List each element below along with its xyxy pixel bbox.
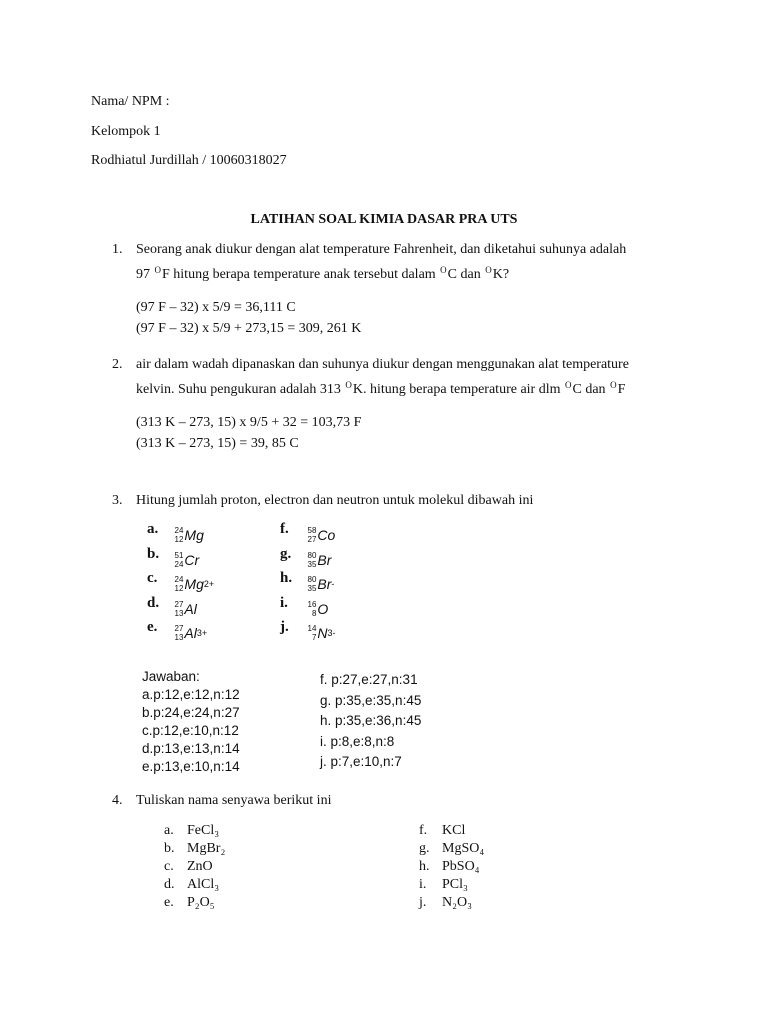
nuclide-item bbox=[280, 571, 336, 596]
nuclide bbox=[175, 624, 208, 642]
item-letter: f. bbox=[280, 521, 289, 537]
charge: 2+ bbox=[203, 578, 215, 589]
compound-formula: AlCl₃ bbox=[187, 877, 220, 892]
nuclide-item bbox=[147, 571, 214, 596]
element-symbol: Mg bbox=[184, 527, 204, 543]
q2-answer-2: (313 K – 273, 15) = 39, 85 C bbox=[136, 436, 299, 451]
q3-nuclide-list-left bbox=[147, 522, 214, 645]
item-letter: h. bbox=[419, 859, 430, 874]
compound-item bbox=[419, 876, 484, 894]
nuclide-item bbox=[147, 522, 214, 547]
q2-line-2-d: F bbox=[617, 382, 626, 397]
q1-line-2 bbox=[136, 260, 626, 285]
nuclide-item bbox=[280, 547, 336, 572]
element-symbol: Br bbox=[317, 551, 332, 568]
item-letter: d. bbox=[164, 877, 175, 892]
compound-item bbox=[419, 840, 484, 858]
degree-symbol: O bbox=[485, 265, 492, 275]
nuclide-item bbox=[147, 596, 214, 621]
item-letter: f. bbox=[419, 823, 428, 838]
mass-number: 51 bbox=[174, 550, 184, 560]
item-letter: j. bbox=[419, 895, 427, 910]
charge: - bbox=[331, 578, 335, 589]
item-letter: a. bbox=[147, 521, 159, 537]
nuclide-item bbox=[147, 547, 214, 572]
element-symbol: N bbox=[317, 625, 328, 641]
nuclide bbox=[308, 575, 335, 593]
item-letter: c. bbox=[164, 859, 174, 874]
compound-item bbox=[164, 858, 225, 876]
q2-answer-1: (313 K – 273, 15) x 9/5 + 32 = 103,73 F bbox=[136, 415, 362, 430]
item-letter: e. bbox=[147, 619, 158, 635]
mass-number: 27 bbox=[174, 624, 184, 633]
answer-line: a.p:12,e:12,n:12 bbox=[142, 687, 240, 702]
element-symbol: Mg bbox=[184, 576, 204, 592]
item-letter: d. bbox=[147, 594, 160, 611]
compound-item bbox=[164, 840, 225, 858]
nuclide-item bbox=[147, 620, 214, 645]
degree-symbol: O bbox=[565, 380, 572, 390]
q3-answers-left bbox=[142, 668, 240, 776]
element-symbol: Co bbox=[317, 527, 336, 543]
compound-item bbox=[419, 822, 484, 840]
compound-formula: KCl bbox=[442, 823, 466, 838]
answer-line: i. p:8,e:8,n:8 bbox=[320, 733, 395, 749]
atomic-number: 27 bbox=[307, 535, 317, 544]
q4-compounds-right bbox=[419, 822, 484, 912]
q1-answer bbox=[136, 297, 361, 339]
answer-line: c.p:12,e:10,n:12 bbox=[142, 723, 239, 738]
nuclide bbox=[308, 551, 332, 569]
answers-label: Jawaban: bbox=[142, 669, 200, 684]
compound-formula: N₂O₃ bbox=[442, 895, 472, 910]
compound-item bbox=[164, 894, 225, 912]
element-symbol: O bbox=[317, 600, 329, 617]
charge: 3+ bbox=[196, 627, 208, 638]
q3-answers-right bbox=[320, 670, 421, 773]
compound-formula: P₂O₅ bbox=[187, 895, 215, 910]
atomic-number: 8 bbox=[311, 608, 317, 618]
nuclide-item bbox=[280, 596, 336, 621]
mass-number: 16 bbox=[307, 599, 317, 609]
mass-number: 58 bbox=[307, 526, 317, 535]
compound-item bbox=[419, 858, 484, 876]
q2-answer bbox=[136, 412, 361, 454]
item-letter: a. bbox=[164, 823, 174, 838]
q1-line-2-c: C dan bbox=[447, 267, 481, 282]
item-letter: g. bbox=[280, 545, 292, 562]
atomic-number: 35 bbox=[307, 584, 317, 593]
degree-symbol: O bbox=[610, 380, 617, 390]
degree-symbol: O bbox=[154, 265, 161, 275]
item-letter: e. bbox=[164, 895, 174, 910]
student-line: Rodhiatul Jurdillah / 10060318027 bbox=[91, 153, 287, 168]
q1-line-2-b: F hitung berapa temperature anak tersebut dalam bbox=[162, 267, 436, 282]
q2-line-1: air dalam wadah dipanaskan dan suhunya diukur dengan menggunakan alat temperature bbox=[136, 357, 629, 372]
q2-line-2 bbox=[136, 375, 629, 400]
atomic-number: 35 bbox=[307, 559, 317, 569]
charge: 3- bbox=[327, 627, 336, 638]
q3-text: Hitung jumlah proton, electron dan neutron untuk molekul dibawah ini bbox=[136, 493, 534, 508]
mass-number: 24 bbox=[174, 526, 184, 535]
item-letter: i. bbox=[419, 877, 427, 892]
answer-line: d.p:13,e:13,n:14 bbox=[142, 741, 240, 756]
nuclide bbox=[308, 600, 329, 618]
atomic-number: 13 bbox=[174, 608, 184, 618]
compound-formula: ZnO bbox=[187, 859, 213, 874]
q1-line-1: Seorang anak diukur dengan alat temperature Fahrenheit, dan diketahui suhunya adalah bbox=[136, 242, 627, 257]
compound-formula: FeCl₃ bbox=[187, 823, 220, 838]
mass-number: 80 bbox=[307, 575, 317, 584]
atomic-number: 12 bbox=[174, 584, 184, 593]
answer-line: f. p:27,e:27,n:31 bbox=[320, 672, 418, 687]
atomic-number: 7 bbox=[311, 633, 317, 642]
q1-text bbox=[136, 239, 626, 285]
q4-number: 4. bbox=[112, 793, 123, 808]
q1-answer-1: (97 F – 32) x 5/9 = 36,111 C bbox=[136, 300, 296, 315]
item-letter: c. bbox=[147, 570, 158, 586]
nuclide bbox=[308, 624, 336, 642]
nuclide bbox=[175, 575, 215, 593]
element-symbol: Al bbox=[184, 625, 197, 641]
element-symbol: Br bbox=[317, 576, 332, 592]
degree-symbol: O bbox=[440, 265, 447, 275]
atomic-number: 12 bbox=[174, 535, 184, 544]
compound-formula: PbSO₄ bbox=[442, 859, 480, 874]
answer-line: b.p:24,e:24,n:27 bbox=[142, 705, 240, 720]
mass-number: 14 bbox=[307, 624, 317, 633]
q1-line-2-a: 97 bbox=[136, 267, 150, 282]
item-letter: j. bbox=[280, 619, 289, 635]
compound-item bbox=[419, 894, 484, 912]
nuclide bbox=[175, 526, 204, 544]
group-line: Kelompok 1 bbox=[91, 124, 161, 139]
item-letter: i. bbox=[280, 594, 288, 611]
nuclide-item bbox=[280, 522, 336, 547]
mass-number: 24 bbox=[174, 575, 184, 584]
item-letter: g. bbox=[419, 841, 430, 856]
atomic-number: 24 bbox=[174, 559, 184, 569]
q2-line-2-a: kelvin. Suhu pengukuran adalah 313 bbox=[136, 382, 341, 397]
name-npm-line: Nama/ NPM : bbox=[91, 94, 170, 109]
q4-compounds-left bbox=[164, 822, 225, 912]
element-symbol: Al bbox=[184, 600, 197, 617]
page-title: LATIHAN SOAL KIMIA DASAR PRA UTS bbox=[250, 212, 518, 227]
q1-number: 1. bbox=[112, 242, 123, 257]
element-symbol: Cr bbox=[184, 551, 200, 568]
nuclide bbox=[175, 600, 197, 618]
compound-formula: MgBr₂ bbox=[187, 841, 226, 856]
answer-line: j. p:7,e:10,n:7 bbox=[320, 754, 402, 769]
q2-line-2-b: K. hitung berapa temperature air dlm bbox=[352, 382, 561, 397]
q1-line-2-d: K? bbox=[492, 267, 510, 282]
q2-text bbox=[136, 354, 629, 400]
nuclide bbox=[308, 526, 336, 544]
q2-line-2-c: C dan bbox=[572, 382, 606, 397]
q1-answer-2: (97 F – 32) x 5/9 + 273,15 = 309, 261 K bbox=[136, 321, 362, 336]
item-letter: h. bbox=[280, 570, 293, 586]
compound-formula: MgSO₄ bbox=[442, 841, 485, 856]
q3-number: 3. bbox=[112, 493, 123, 508]
answer-line: e.p:13,e:10,n:14 bbox=[142, 759, 240, 774]
compound-formula: PCl₃ bbox=[442, 877, 468, 892]
q2-number: 2. bbox=[112, 357, 123, 372]
degree-symbol: O bbox=[345, 380, 352, 390]
compound-item bbox=[164, 876, 225, 894]
item-letter: b. bbox=[164, 841, 175, 856]
q4-text: Tuliskan nama senyawa berikut ini bbox=[136, 793, 332, 808]
answer-line: h. p:35,e:36,n:45 bbox=[320, 713, 422, 728]
q3-nuclide-list-right bbox=[280, 522, 336, 645]
answer-line: g. p:35,e:35,n:45 bbox=[320, 692, 422, 708]
mass-number: 80 bbox=[307, 550, 317, 560]
mass-number: 27 bbox=[174, 599, 184, 609]
nuclide bbox=[175, 551, 200, 569]
item-letter: b. bbox=[147, 545, 160, 562]
compound-item bbox=[164, 822, 225, 840]
atomic-number: 13 bbox=[174, 633, 184, 642]
nuclide-item bbox=[280, 620, 336, 645]
